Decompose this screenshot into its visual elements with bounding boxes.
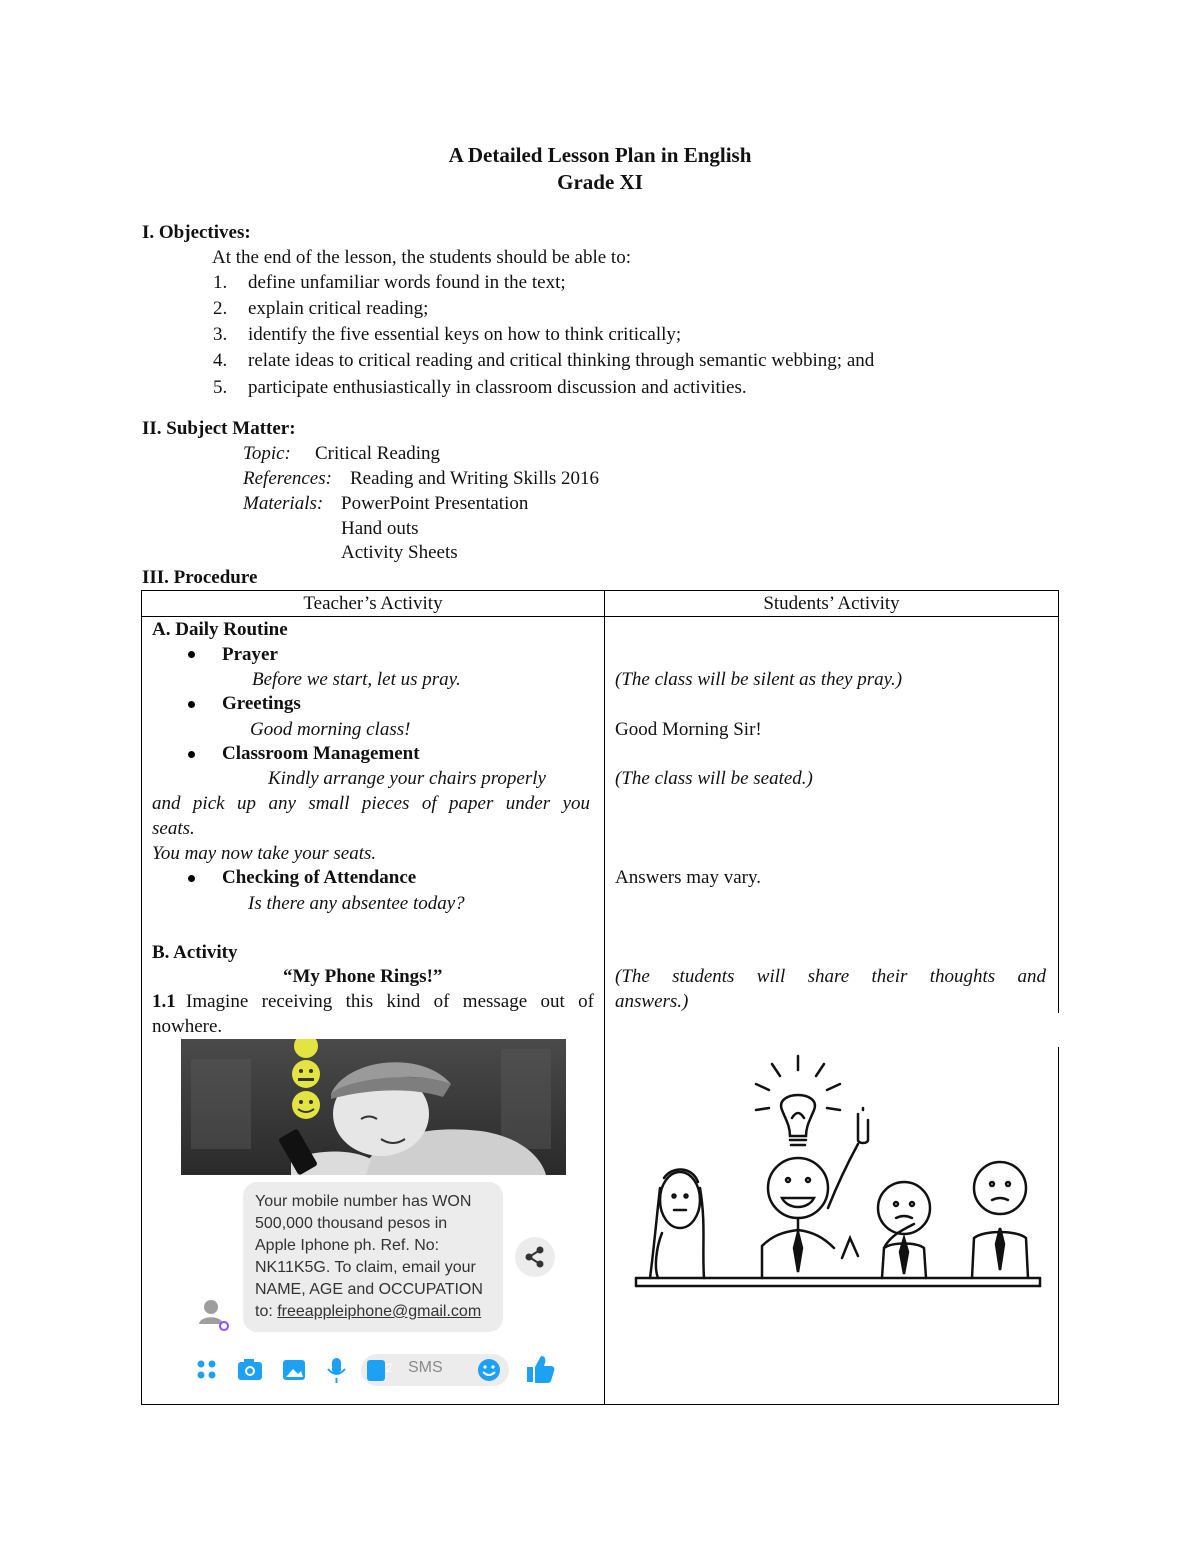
management-student-response: (The class will be seated.): [615, 768, 813, 789]
bullet-icon: [188, 875, 195, 882]
sms-line: NAME, AGE and OCCUPATION: [255, 1281, 483, 1298]
phone-cartoon-image: [181, 1039, 566, 1175]
sms-line: Apple Iphone ph. Ref. No:: [255, 1237, 440, 1254]
management-text: Kindly arrange your chairs properly: [268, 768, 546, 789]
gallery-icon: [283, 1360, 305, 1380]
bullet-icon: [188, 751, 195, 758]
material-item: Activity Sheets: [341, 542, 458, 563]
activity-instruction: Imagine receiving this kind of message out of: [186, 991, 594, 1012]
apps-icon: [198, 1361, 216, 1379]
material-item: PowerPoint Presentation: [341, 493, 529, 514]
col-students-header: Students’ Activity: [763, 593, 900, 614]
table-column-divider: [604, 590, 605, 1405]
prayer-text: Before we start, let us pray.: [252, 669, 461, 690]
table-border-top: [141, 590, 1059, 591]
sender-avatar-icon: [194, 1296, 230, 1332]
sms-line: NK11K5G. To claim, email your: [255, 1259, 476, 1276]
activity-instruction: nowhere.: [152, 1016, 223, 1037]
objectives-intro: At the end of the lesson, the students should be able to:: [212, 247, 631, 268]
table-border-right: [1058, 590, 1059, 1013]
table-border-left: [141, 590, 142, 1405]
sms-email-link[interactable]: freeappleiphone@gmail.com: [277, 1303, 482, 1320]
objective-num: 4.: [213, 350, 228, 371]
sms-toolbar: [193, 1352, 563, 1388]
objective-text: relate ideas to critical reading and critical thinking through semantic webbing; and: [248, 350, 875, 371]
objective-text: explain critical reading;: [248, 298, 429, 319]
sms-toolbar-icons: [193, 1352, 563, 1388]
greetings-heading: Greetings: [222, 693, 301, 714]
objective-num: 5.: [213, 377, 228, 398]
table-border-right: [1058, 1047, 1059, 1405]
management-text: You may now take your seats.: [152, 843, 377, 864]
objective-text: identify the five essential keys on how to think critically;: [248, 324, 682, 345]
subject-heading: II. Subject Matter:: [142, 418, 296, 439]
management-text: and pick up any small pieces of paper under you: [152, 793, 590, 814]
objectives-heading: I. Objectives:: [142, 222, 251, 243]
objective-text: participate enthusiastically in classroom discussion and activities.: [248, 377, 747, 398]
references-label: References:: [243, 468, 332, 489]
sms-line: 500,000 thousand pesos in: [255, 1215, 448, 1232]
activity-title: “My Phone Rings!”: [283, 966, 443, 987]
sms-message-bubble: [243, 1182, 503, 1332]
prayer-heading: Prayer: [222, 644, 278, 665]
sim-badge: 2: [385, 1361, 393, 1375]
table-border-bottom: [141, 1404, 1059, 1405]
activity-heading: B. Activity: [152, 942, 238, 963]
activity-student-response: answers.): [615, 991, 689, 1012]
document-grade: Grade XI: [557, 170, 643, 194]
activity-number: 1.1: [152, 991, 176, 1012]
greetings-text: Good morning class!: [250, 719, 411, 740]
topic-value: Critical Reading: [315, 443, 441, 464]
procedure-heading: III. Procedure: [142, 567, 258, 588]
phone-cartoon-illustration: [181, 1039, 566, 1175]
attendance-heading: Checking of Attendance: [222, 867, 417, 888]
management-text: seats.: [152, 818, 195, 839]
camera-icon: [238, 1359, 262, 1380]
document-title: A Detailed Lesson Plan in English: [448, 143, 752, 167]
attendance-student-response: Answers may vary.: [615, 867, 761, 888]
prayer-student-response: (The class will be silent as they pray.): [615, 669, 903, 690]
sms-line-email: to: freeappleiphone@gmail.com: [255, 1303, 482, 1320]
classroom-management-heading: Classroom Management: [222, 743, 420, 764]
sms-line: Your mobile number has WON: [255, 1193, 472, 1210]
sms-input[interactable]: SMS: [408, 1359, 443, 1376]
thumbs-up-icon: [527, 1356, 554, 1383]
objective-num: 3.: [213, 324, 228, 345]
bullet-icon: [188, 651, 195, 658]
attendance-text: Is there any absentee today?: [248, 893, 465, 914]
share-icon[interactable]: [515, 1237, 555, 1277]
objective-text: define unfamiliar words found in the text;: [248, 272, 566, 293]
topic-label: Topic:: [243, 443, 291, 464]
table-header-divider: [141, 616, 1059, 617]
objective-num: 1.: [213, 272, 228, 293]
stick-figures-idea-illustration: [632, 1048, 1044, 1288]
material-item: Hand outs: [341, 518, 419, 539]
bullet-icon: [188, 701, 195, 708]
stick-figures-drawing: [632, 1048, 1044, 1288]
objective-num: 2.: [213, 298, 228, 319]
greetings-student-response: Good Morning Sir!: [615, 719, 762, 740]
activity-student-response: (The students will share their thoughts and: [615, 966, 1046, 987]
materials-label: Materials:: [243, 493, 324, 514]
col-teacher-header: Teacher’s Activity: [303, 593, 443, 614]
daily-routine-heading: A. Daily Routine: [152, 619, 288, 640]
microphone-icon: [328, 1358, 345, 1383]
references-value: Reading and Writing Skills 2016: [350, 468, 600, 489]
emoji-icon: [478, 1359, 500, 1381]
